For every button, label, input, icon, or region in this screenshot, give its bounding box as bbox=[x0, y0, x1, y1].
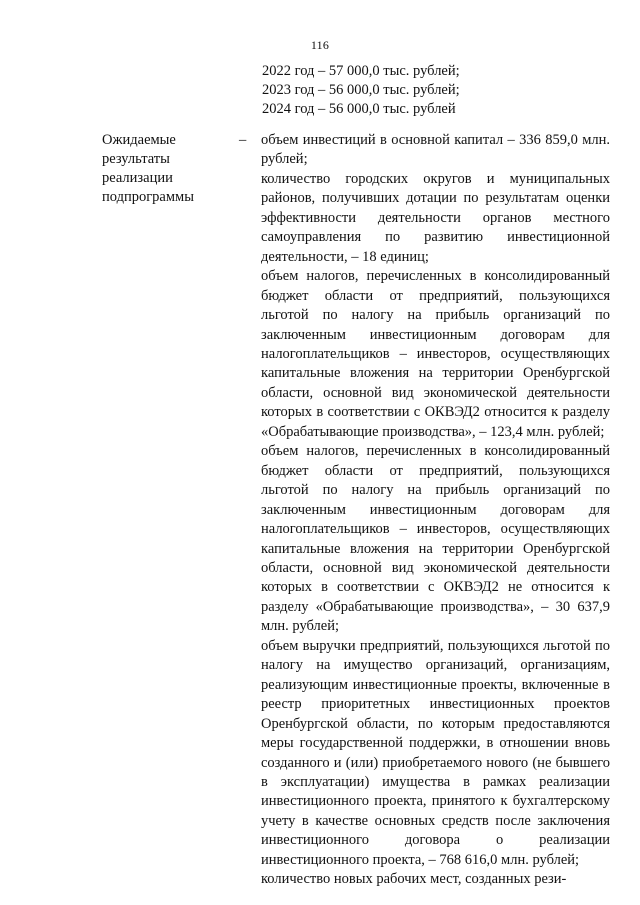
section-label-line: подпрограммы bbox=[102, 189, 194, 205]
funding-line-2022: 2022 год – 57 000,0 тыс. рублей; bbox=[262, 63, 460, 79]
result-investment-volume: объем инвестиций в основной капитал – 336 859,0 млн. рублей; bbox=[261, 132, 610, 168]
section-label-line: Ожидаемые bbox=[102, 132, 176, 148]
section-label-line: результаты bbox=[102, 151, 170, 167]
page-number: 116 bbox=[310, 38, 330, 52]
result-taxes-non-manufacturing: объем налогов, перечисленных в консолидированный бюджет области от предприятий, пользующихся льготой по налогу на прибыль организаций по заключенным инвестиционным договорам для налогоплательщиков – инвесторов, осуществляющих капитальные вложения на территории Оренбургской области, основной вид экономической деятельности которых в соответствии с ОКВЭД2 не относится к разделу «Обрабатывающие производства», – 30 637,9 млн. рублей; bbox=[261, 443, 610, 635]
result-revenue-priority-projects: объем выручки предприятий, пользующихся льготой по налогу на имущество организаций, организациям, реализующим инвестиционные проекты, включенные в реестр приоритетных инвестиционных проектов Оренбургской области, по которым предоставляются меры государственной поддержки, в отношении вновь созданного и (или) приобретаемого нового (не бывшего в эксплуатации) имущества в рамках реализации инвестиционного проекта, принятого к бухгалтерскому учету в качестве основных средств после заключения инвестиционного договора о реализации инвестиционного проекта, – 768 616,0 млн. рублей; bbox=[261, 637, 610, 868]
section-label bbox=[102, 131, 242, 207]
result-new-jobs: количество новых рабочих мест, созданных рези- bbox=[261, 871, 567, 888]
funding-by-year bbox=[262, 62, 460, 119]
expected-results-list bbox=[261, 131, 610, 890]
label-separator: – bbox=[239, 132, 247, 148]
funding-line-2024: 2024 год – 56 000,0 тыс. рублей bbox=[262, 101, 456, 117]
section-label-line: реализации bbox=[102, 170, 173, 186]
result-taxes-manufacturing: объем налогов, перечисленных в консолидированный бюджет области от предприятий, пользующихся льготой по налогу на прибыль организаций по заключенным инвестиционным договорам для налогоплательщиков – инвесторов, осуществляющих капитальные вложения на территории Оренбургской области, основной вид экономической деятельности которых в соответствии с ОКВЭД2 относится к разделу «Обрабатывающие производства», – 123,4 млн. рублей; bbox=[261, 268, 610, 440]
funding-line-2023: 2023 год – 56 000,0 тыс. рублей; bbox=[262, 82, 460, 98]
result-municipal-subsidies: количество городских округов и муниципальных районов, получивших дотации по результатам оценки эффективности деятельности органов местного самоуправления по развитию инвестиционной деятельности, – 18 единиц; bbox=[261, 170, 610, 265]
